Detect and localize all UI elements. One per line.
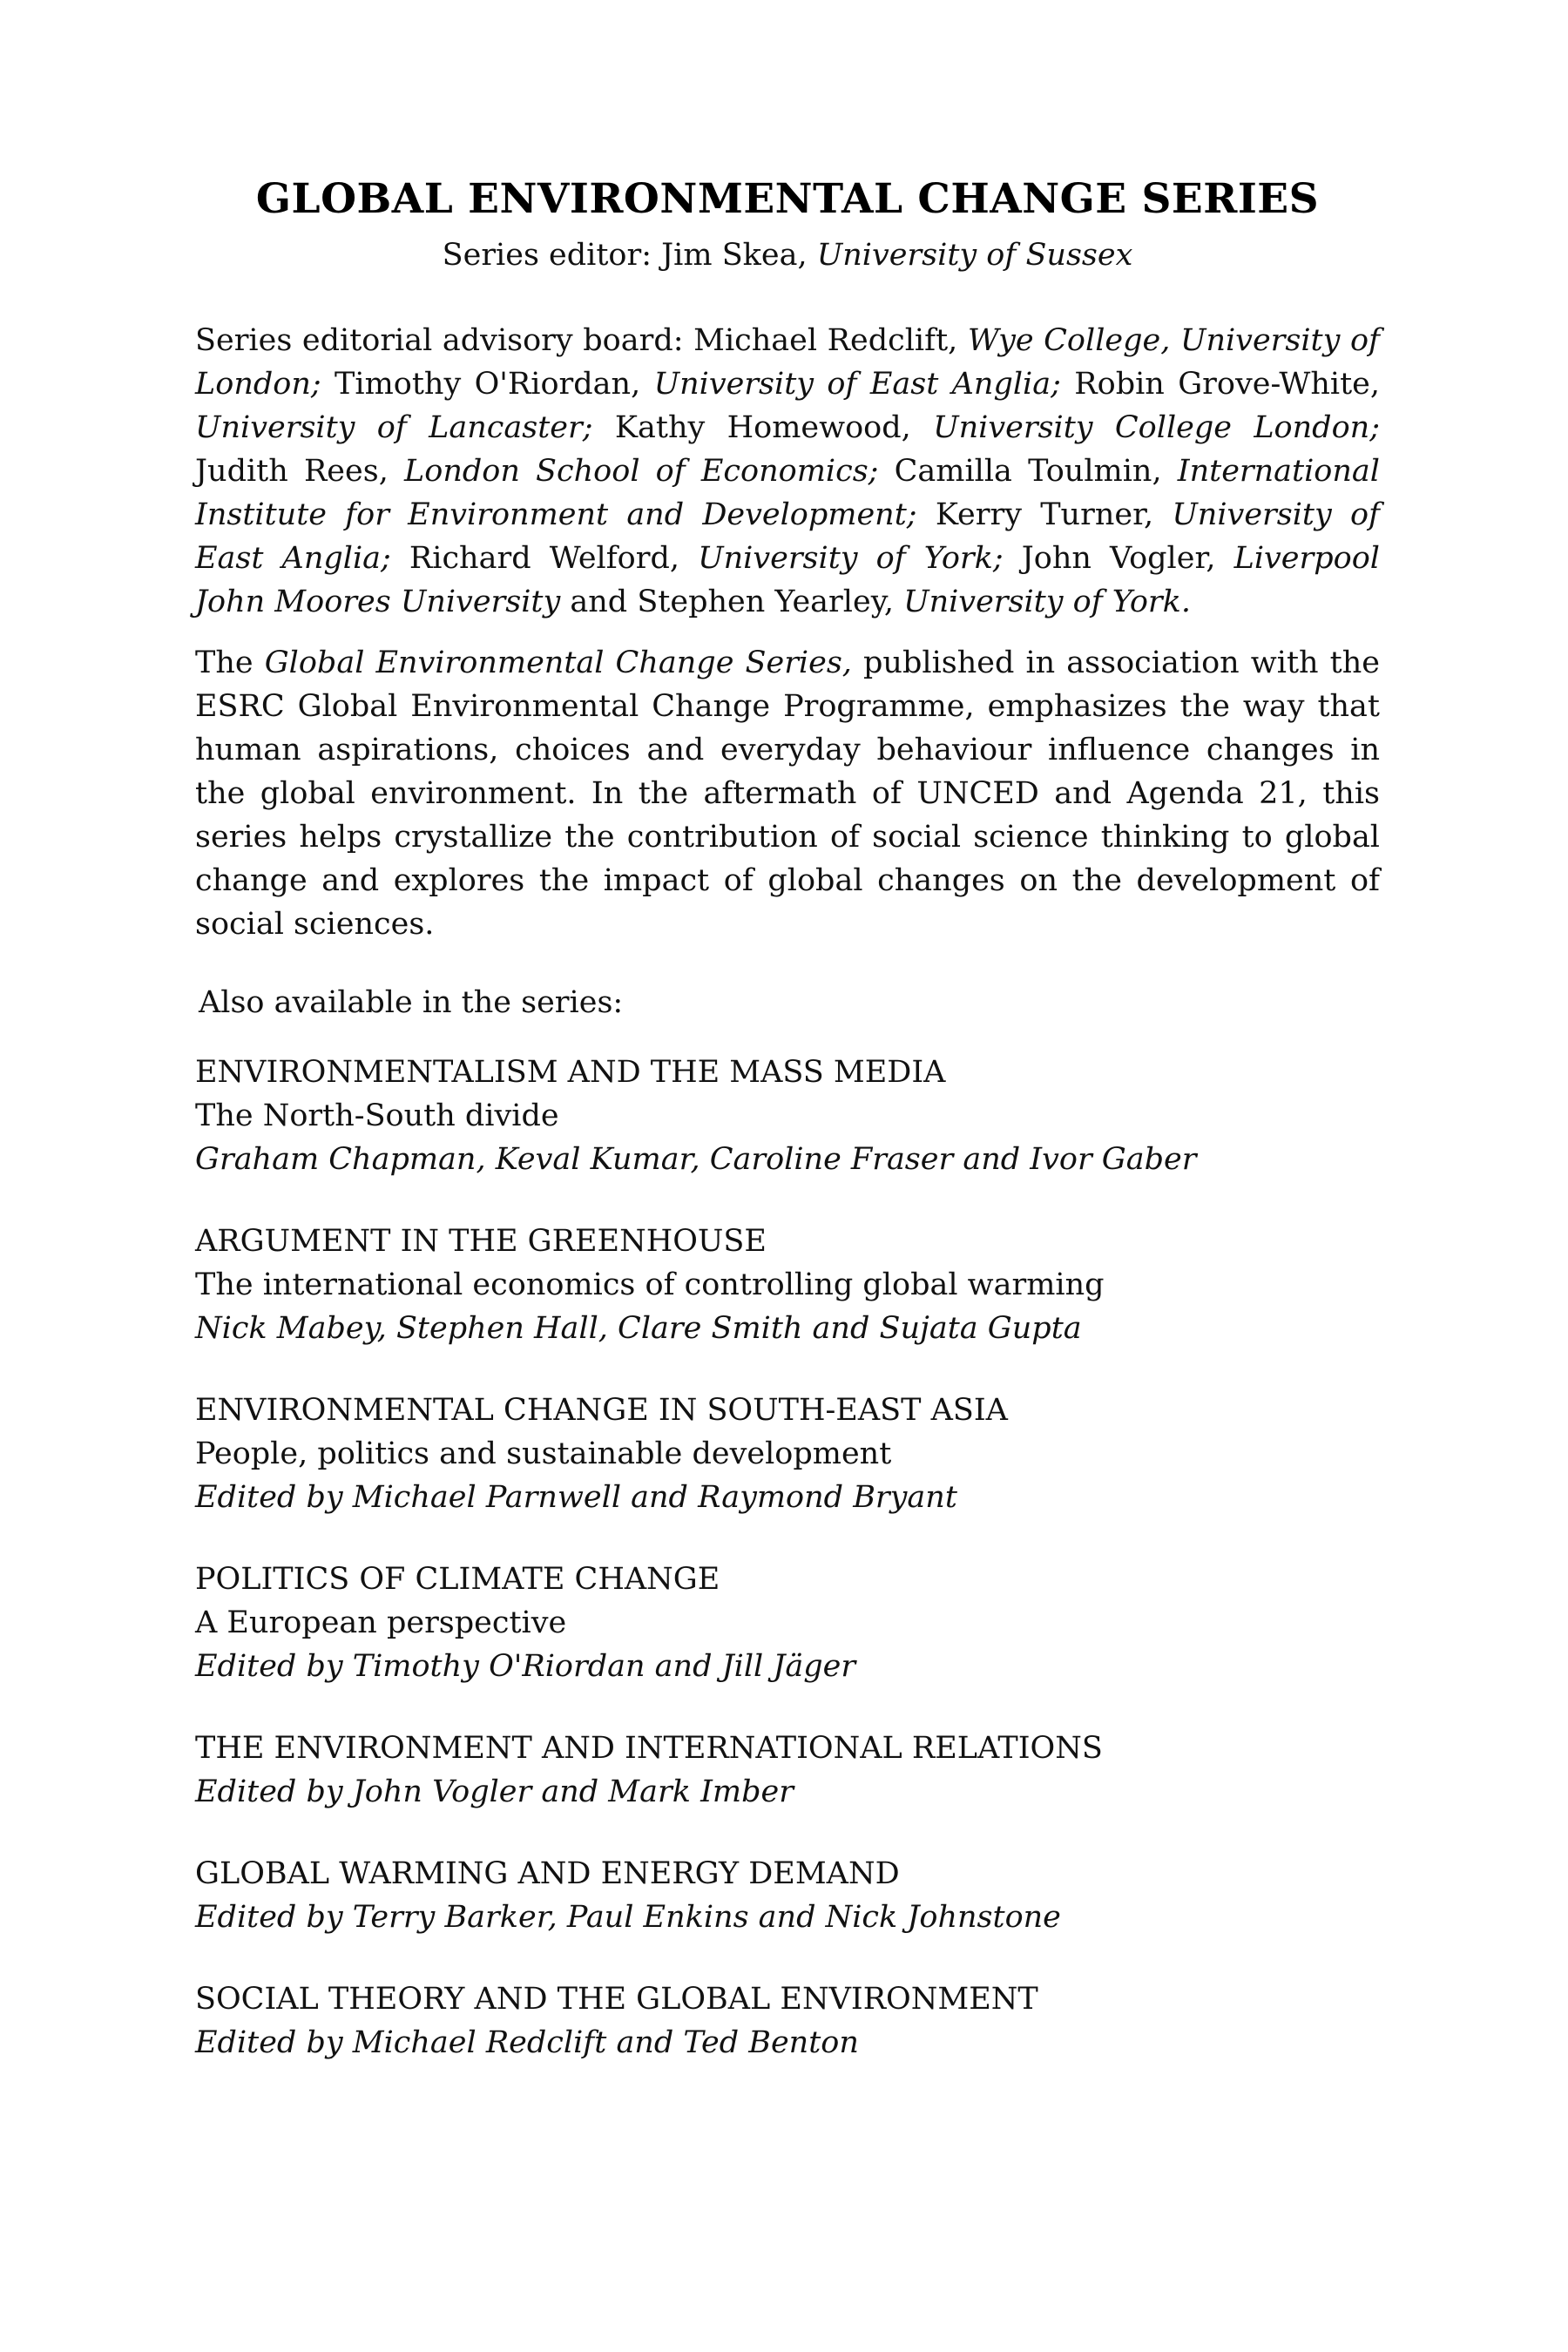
book-authors: Edited by Terry Barker, Paul Enkins and Nick Johnstone: [195, 1900, 1061, 1936]
book-title: ARGUMENT IN THE GREENHOUSE: [195, 1224, 767, 1260]
book-authors: Graham Chapman, Keval Kumar, Caroline Fraser and Ivor Gaber: [195, 1142, 1197, 1178]
series-title: GLOBAL ENVIRONMENTAL CHANGE SERIES: [255, 175, 1320, 223]
series-description: [195, 641, 1380, 946]
book-title: THE ENVIRONMENT AND INTERNATIONAL RELATIONS: [195, 1731, 1103, 1767]
book-entry: [195, 1220, 1380, 1350]
book-title: GLOBAL WARMING AND ENERGY DEMAND: [195, 1856, 900, 1892]
board-text: Kathy Homewood,: [592, 410, 934, 446]
book-title: ENVIRONMENTALISM AND THE MASS MEDIA: [195, 1055, 946, 1091]
board-affiliation: Liverpool John Moores University: [195, 541, 1380, 620]
board-text: and Stephen Yearley,: [560, 585, 904, 620]
book-subtitle: A European perspective: [195, 1605, 567, 1641]
book-authors: Edited by Timothy O'Riordan and Jill Jäger: [195, 1649, 856, 1685]
board-affiliation: University of York;: [698, 541, 1004, 577]
board-affiliation: Wye College, University of London;: [195, 323, 1381, 402]
board-text: Timothy O'Riordan,: [321, 367, 654, 402]
book-subtitle: People, politics and sustainable development: [195, 1436, 892, 1472]
book-entry: [195, 1558, 1380, 1688]
description-series-name: Global Environmental Change Series,: [264, 645, 852, 681]
description-text: published in association with the ESRC Global Environmental Change Programme, emphasizes the way that human aspirations, choices and everyday behaviour influence changes in the global environment. In the aftermath of UNCED and Agenda 21, this series helps crystallize the contribution of social science thinking to global change and explores the impact of global changes on the development of social sciences.: [195, 645, 1380, 943]
description-text: The: [195, 645, 265, 681]
also-available-heading: Also available in the series:: [199, 985, 624, 1021]
board-text: Camilla Toulmin,: [878, 454, 1178, 490]
board-affiliation: University of East Anglia;: [195, 497, 1381, 577]
board-text: Series editorial advisory board: Michael Redclift,: [195, 323, 968, 359]
book-authors: Nick Mabey, Stephen Hall, Clare Smith and Sujata Gupta: [195, 1311, 1082, 1347]
board-affiliation: University of Lancaster;: [195, 410, 593, 446]
board-affiliation: University College London;: [933, 410, 1380, 446]
series-editor-affiliation: University of Sussex: [816, 237, 1133, 273]
board-affiliation: University of York.: [903, 585, 1191, 620]
book-authors: Edited by Michael Parnwell and Raymond Bryant: [195, 1480, 957, 1516]
advisory-board: [195, 319, 1380, 624]
board-text: Robin Grove-White,: [1060, 367, 1380, 402]
board-text: Kerry Turner,: [916, 497, 1173, 533]
book-subtitle: The international economics of controlling global warming: [195, 1267, 1105, 1303]
board-affiliation: London School of Economics;: [404, 454, 879, 490]
board-affiliation: University of East Anglia;: [653, 367, 1061, 402]
book-entry: [195, 1727, 1380, 1814]
book-entry: [195, 1051, 1380, 1181]
board-affiliation: International Institute for Environment and Development;: [195, 454, 1380, 533]
series-editor-label: Series editor: Jim Skea,: [442, 237, 817, 273]
book-subtitle: The North-South divide: [195, 1098, 559, 1134]
series-page: [195, 174, 1380, 2103]
book-entry: [195, 1977, 1380, 2065]
board-text: Richard Welford,: [390, 541, 699, 577]
book-authors: Edited by Michael Redclift and Ted Benton: [195, 2025, 859, 2061]
book-title: POLITICS OF CLIMATE CHANGE: [195, 1562, 720, 1598]
series-editor: [195, 236, 1380, 276]
book-title: ENVIRONMENTAL CHANGE IN SOUTH-EAST ASIA: [195, 1393, 1008, 1429]
board-text: Judith Rees,: [195, 454, 404, 490]
book-entry: [195, 1389, 1380, 1519]
board-text: John Vogler,: [1003, 541, 1234, 577]
book-entry: [195, 1852, 1380, 1939]
book-title: SOCIAL THEORY AND THE GLOBAL ENVIRONMENT: [195, 1982, 1038, 2017]
book-authors: Edited by John Vogler and Mark Imber: [195, 1774, 794, 1810]
